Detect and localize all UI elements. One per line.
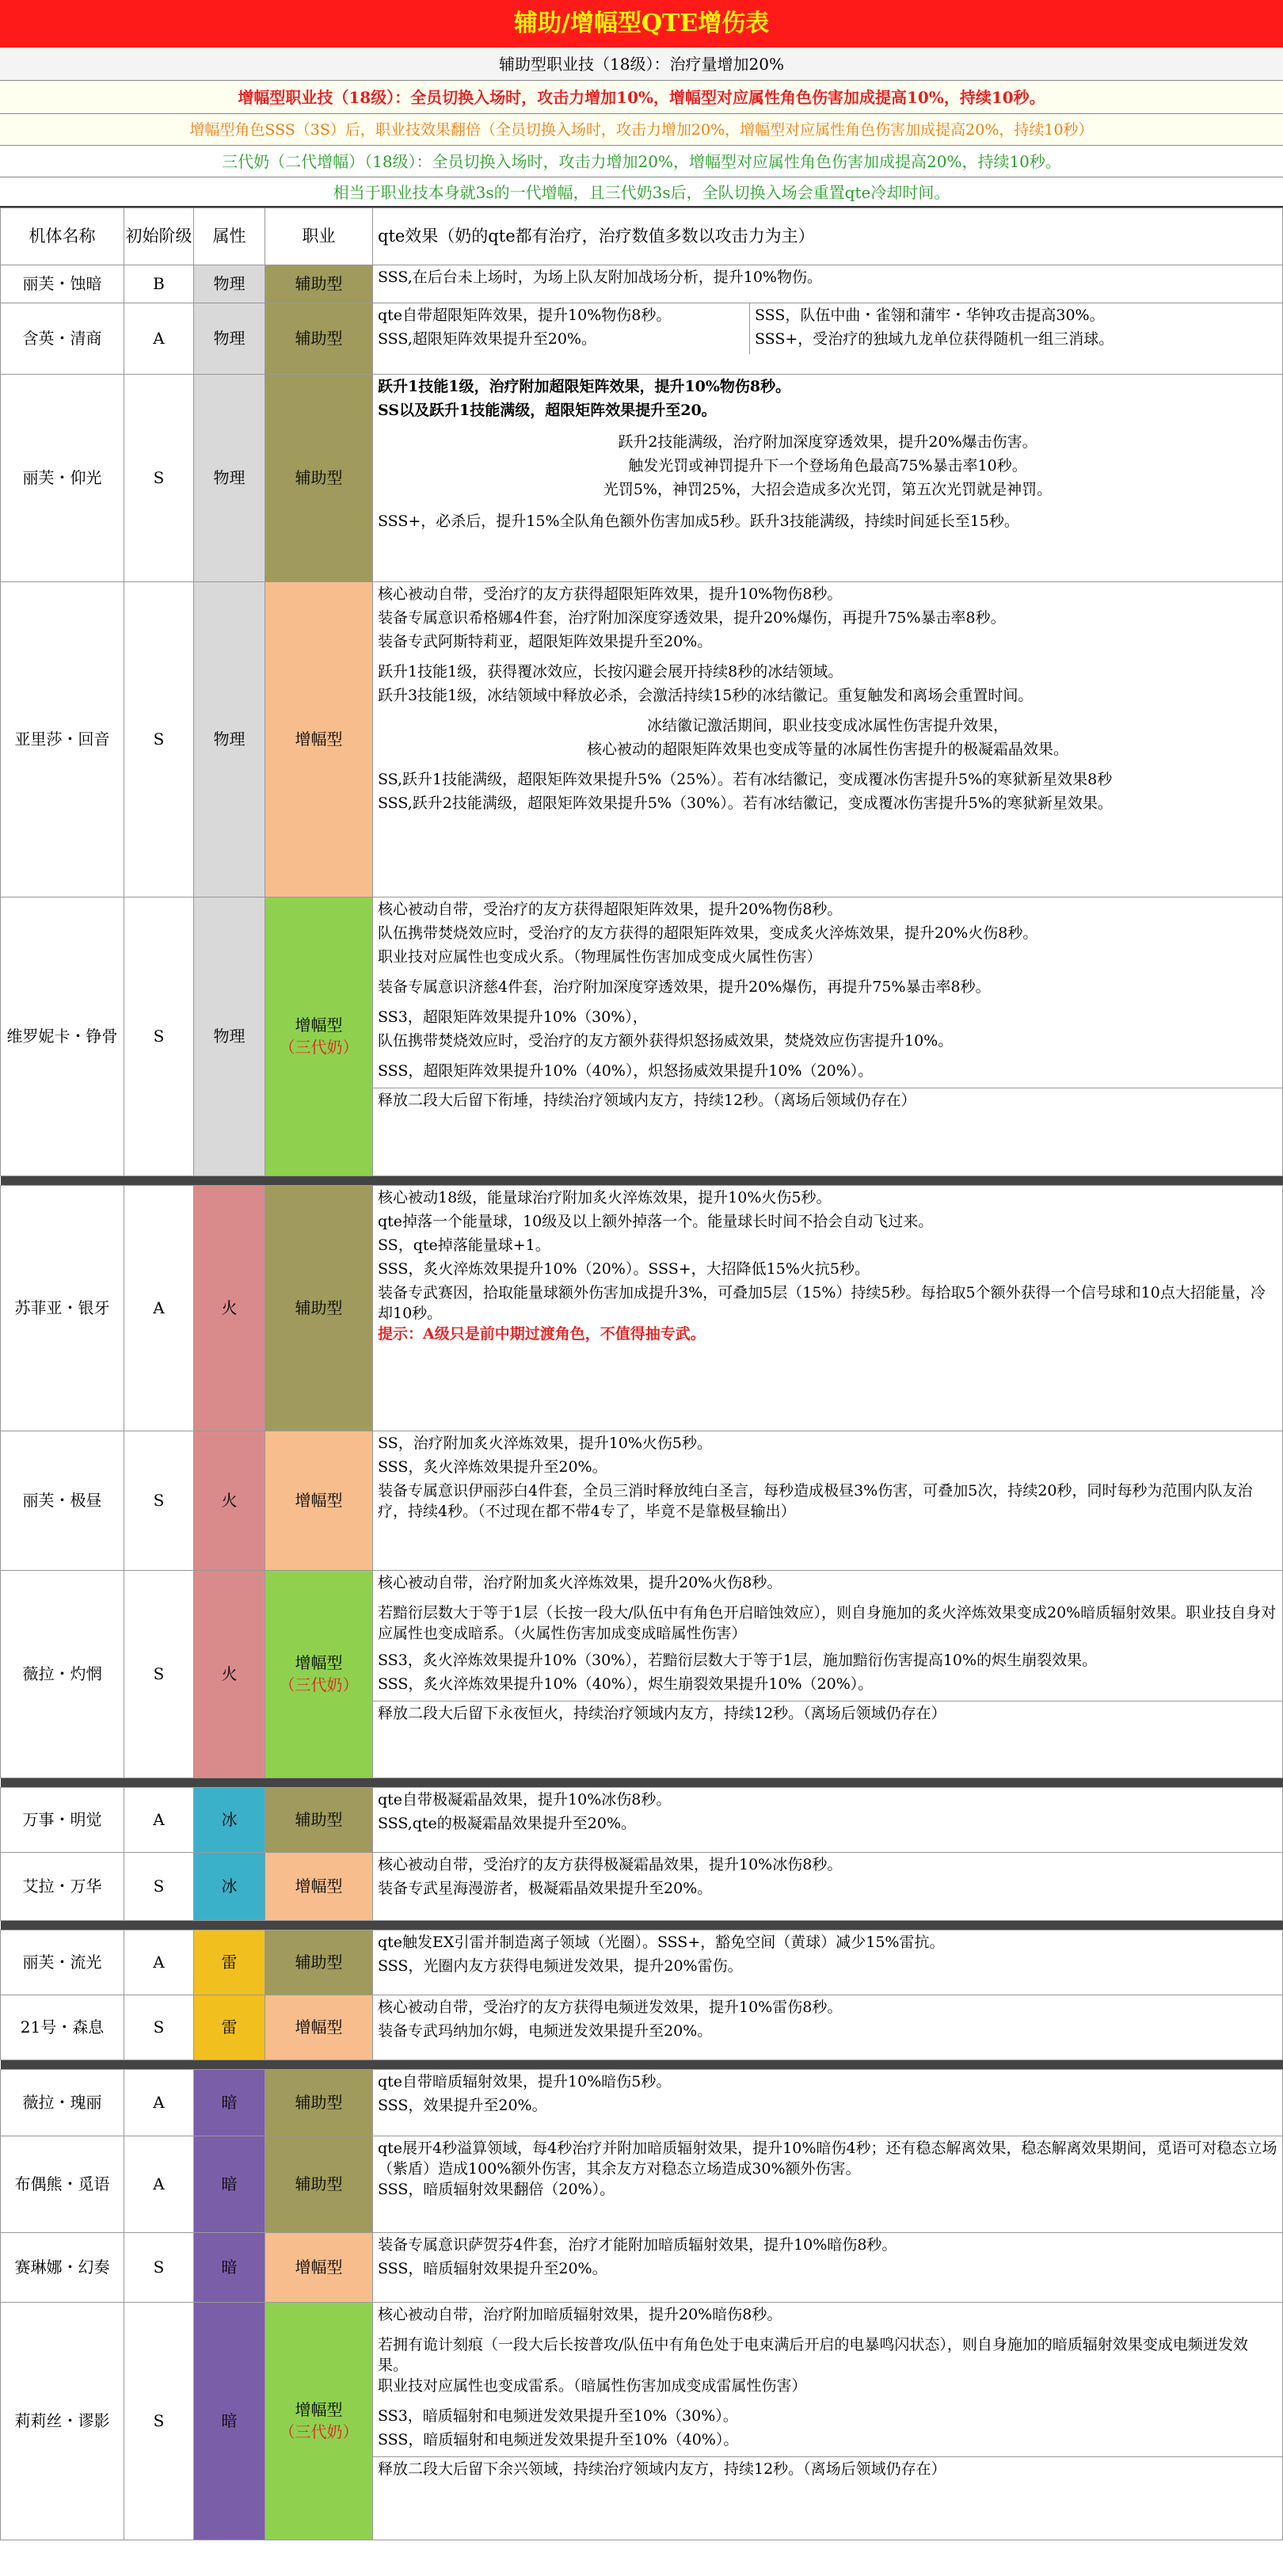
effect-line: SSS+，必杀后，提升15%全队角色额外伤害加成5秒。跃升3技能满级，持续时间延长至15秒。 bbox=[378, 513, 1019, 530]
gen3-healer-text: 三代奶（二代增幅）（18级）：全员切换入场时，攻击力增加20%，增幅型对应属性角色伤害加成提高20%，持续10秒。 bbox=[222, 152, 1061, 171]
row-grade: A bbox=[124, 2070, 194, 2136]
effect-line: SS3，暗质辐射和电频迸发效果提升至10%（30%）。 bbox=[378, 2407, 738, 2425]
effect-line: SSS，炙火淬炼效果提升至20%。 bbox=[378, 1458, 607, 1476]
effect-line: 装备专属意识济慈4件套，治疗附加深度穿透效果，提升20%爆伤，再提升75%暴击率8秒。 bbox=[378, 978, 991, 996]
row-name: 维罗妮卡・铮骨 bbox=[1, 897, 124, 1176]
row-attr: 暗 bbox=[194, 2303, 265, 2540]
row-effect bbox=[373, 897, 1283, 1176]
row-job: 辅助型 bbox=[265, 303, 373, 375]
row-name: 薇拉・瑰丽 bbox=[1, 2070, 124, 2136]
effect-line: SS，qte掉落能量球+1。 bbox=[378, 1237, 550, 1254]
row-attr: 物理 bbox=[194, 265, 265, 303]
effect-line: SS3，炙火淬炼效果提升10%（30%），若黯衍层数大于等于1层，施加黯衍伤害提高10%的烬生崩裂效果。 bbox=[378, 1652, 1098, 1670]
effect-line: SS3，超限矩阵效果提升10%（30%）， bbox=[378, 1008, 648, 1026]
row-effect bbox=[373, 1186, 1283, 1431]
effect-line: 装备专属意识希格娜4件套，治疗附加深度穿透效果，提升20%爆伤，再提升75%暴击率8秒。 bbox=[378, 609, 1006, 627]
row-grade: S bbox=[124, 1571, 194, 1778]
table-row bbox=[1, 1431, 1283, 1571]
row-grade: A bbox=[124, 303, 194, 375]
row-effect bbox=[373, 1930, 1283, 1995]
row-grade: B bbox=[124, 265, 194, 303]
row-effect bbox=[373, 2303, 1283, 2540]
effect-line: 装备专属意识萨贺芬4件套，治疗才能附加暗质辐射效果，提升10%暗伤8秒。 bbox=[378, 2236, 897, 2254]
amp-skill-note bbox=[0, 81, 1283, 114]
effect-line: 装备专武玛纳加尔姆，电频迸发效果提升至20%。 bbox=[378, 2022, 713, 2040]
col-name: 机体名称 bbox=[1, 208, 124, 265]
row-grade: S bbox=[124, 1995, 194, 2060]
effect-line: SSS,qte的极凝霜晶效果提升至20%。 bbox=[378, 1815, 637, 1832]
effect-line: 若黯衍层数大于等于1层（长按一段大/队伍中有角色开启暗蚀效应），则自身施加的炙火淬炼效果变成20%暗质辐射效果。职业技自身对应属性也变成暗系。（火属性伤害加成变成暗属性伤害） bbox=[378, 1604, 1277, 1643]
row-name: 含英・清商 bbox=[1, 303, 124, 375]
row-grade: S bbox=[124, 1853, 194, 1921]
row-name: 丽芙・极昼 bbox=[1, 1431, 124, 1571]
row-name: 丽芙・仰光 bbox=[1, 375, 124, 582]
job-subtitle: （三代奶） bbox=[279, 2422, 359, 2441]
effect-line: SSS，暗质辐射和电频迸发效果提升至10%（40%）。 bbox=[378, 2431, 739, 2449]
row-job: 辅助型 bbox=[265, 375, 373, 582]
table-row bbox=[1, 2233, 1283, 2303]
effect-line: SSS,超限矩阵效果提升至20%。 bbox=[378, 330, 596, 348]
effect-line: 核心被动18级，能量球治疗附加炙火淬炼效果，提升10%火伤5秒。 bbox=[378, 1189, 832, 1206]
row-job: 增幅型 bbox=[265, 582, 373, 897]
row-effect bbox=[373, 2070, 1283, 2136]
table-row bbox=[1, 303, 1283, 375]
effect-line: 装备专属意识伊丽莎白4件套，全员三消时释放纯白圣言，每秒造成极昼3%伤害，可叠加5次，持续20秒，同时每秒为范围内队友治疗，持续4秒。（不过现在都不带4专了，毕竟不是靠极昼输出） bbox=[378, 1482, 1253, 1521]
table-row bbox=[1, 1186, 1283, 1431]
effect-line: SSS，暗质辐射效果提升至20%。 bbox=[378, 2260, 607, 2277]
row-attr: 雷 bbox=[194, 1995, 265, 2060]
gen3-healer-note-2 bbox=[0, 177, 1283, 208]
table-row bbox=[1, 1853, 1283, 1921]
effect-line: qte自带超限矩阵效果，提升10%物伤8秒。 bbox=[378, 307, 672, 324]
table-row bbox=[1, 2136, 1283, 2233]
page-title: 辅助/增幅型QTE增伤表 bbox=[0, 0, 1283, 48]
row-grade: A bbox=[124, 1186, 194, 1431]
row-job: 增幅型 bbox=[265, 1995, 373, 2060]
job-label: 增幅型 bbox=[295, 1015, 343, 1035]
row-job: 辅助型 bbox=[265, 1186, 373, 1431]
row-job: 增幅型 bbox=[265, 1431, 373, 1571]
table-row bbox=[1, 582, 1283, 897]
row-job bbox=[265, 897, 373, 1176]
row-effect bbox=[373, 375, 1283, 582]
row-job bbox=[265, 1571, 373, 1778]
effect-line: 核心被动自带，受治疗的友方获得超限矩阵效果，提升20%物伤8秒。 bbox=[378, 901, 843, 918]
effect-line: SSS，超限矩阵效果提升10%（40%），炽怒扬威效果提升10%（20%）。 bbox=[378, 1062, 874, 1080]
effect-line: 装备专武星海漫游者，极凝霜晶效果提升至20%。 bbox=[378, 1880, 713, 1897]
section-divider bbox=[1, 1176, 1283, 1186]
row-name: 赛琳娜・幻奏 bbox=[1, 2233, 124, 2303]
row-attr: 火 bbox=[194, 1431, 265, 1571]
table-row bbox=[1, 1930, 1283, 1995]
row-attr: 物理 bbox=[194, 375, 265, 582]
row-attr: 暗 bbox=[194, 2136, 265, 2233]
effect-line: SSS,在后台未上场时，为场上队友附加战场分析，提升10%物伤。 bbox=[378, 269, 822, 286]
effect-line: 冰结徽记激活期间，职业技变成冰属性伤害提升效果， bbox=[646, 717, 1008, 734]
gen3-healer-note bbox=[0, 146, 1283, 177]
job-label: 增幅型 bbox=[295, 1652, 343, 1672]
col-qte: qte效果（奶的qte都有治疗，治疗数值多数以攻击力为主） bbox=[373, 208, 1283, 265]
table-row bbox=[1, 1571, 1283, 1778]
row-effect bbox=[373, 303, 1283, 375]
effect-line: SSS，炙火淬炼效果提升10%（40%），烬生崩裂效果提升10%（20%）。 bbox=[378, 1675, 874, 1694]
row-name: 苏菲亚・银牙 bbox=[1, 1186, 124, 1431]
effect-line: qte展开4秒溢算领域，每4秒治疗并附加暗质辐射效果，提升10%暗伤4秒；还有稳态解离效果，稳态解离效果期间，觅语可对稳态立场（紫盾）造成100%额外伤害，其余友方对稳态立场造成30%额外伤害。 bbox=[378, 2140, 1277, 2178]
row-attr: 物理 bbox=[194, 303, 265, 375]
row-name: 布偶熊・觅语 bbox=[1, 2136, 124, 2233]
row-effect bbox=[373, 1431, 1283, 1571]
row-attr: 暗 bbox=[194, 2070, 265, 2136]
table-row bbox=[1, 1788, 1283, 1853]
support-skill-note: 辅助型职业技（18级）：治疗量增加20% bbox=[0, 48, 1283, 81]
job-label: 增幅型 bbox=[295, 2399, 343, 2419]
effect-line: 触发光罚或神罚提升下一个登场角色最高75%暴击率10秒。 bbox=[628, 457, 1027, 474]
effect-line: 核心被动自带，受治疗的友方获得电频迸发效果，提升10%雷伤8秒。 bbox=[378, 1999, 843, 2016]
row-grade: S bbox=[124, 1431, 194, 1571]
effect-line: 职业技对应属性也变成雷系。（暗属性伤害加成变成雷属性伤害） bbox=[378, 2377, 807, 2395]
table-header bbox=[1, 208, 1283, 265]
effect-line: SS以及跃升1技能满级，超限矩阵效果提升至20。 bbox=[378, 402, 717, 419]
qte-table bbox=[0, 208, 1283, 2540]
amp-skill-text: 增幅型职业技（18级）：全员切换入场时，攻击力增加10%，增幅型对应属性角色伤害加成提高10%，持续10秒。 bbox=[238, 88, 1045, 107]
row-name: 万事・明觉 bbox=[1, 1788, 124, 1853]
row-attr: 暗 bbox=[194, 2233, 265, 2303]
row-effect bbox=[373, 1788, 1283, 1853]
effect-line: SSS，炙火淬炼效果提升10%（20%）。SSS+，大招降低15%火抗5秒。 bbox=[378, 1260, 870, 1278]
effect-line: qte掉落一个能量球，10级及以上额外掉落一个。能量球长时间不拾会自动飞过来。 bbox=[378, 1213, 934, 1230]
effect-line: SSS，暗质辐射效果翻倍（20%）。 bbox=[378, 2181, 615, 2199]
row-grade: A bbox=[124, 1930, 194, 1995]
effect-line: 若拥有诡计刻痕（一段大后长按普攻/队伍中有角色处于电束满后开启的电暴鸣闪状态），则自身施加的暗质辐射效果变成电频迸发效果。 bbox=[378, 2336, 1248, 2375]
row-job: 辅助型 bbox=[265, 265, 373, 303]
effect-line: SSS，队伍中曲・雀翎和蒲牢・华钟攻击提高30%。 bbox=[755, 307, 1105, 324]
row-grade: A bbox=[124, 1788, 194, 1853]
row-attr: 物理 bbox=[194, 582, 265, 897]
effect-line: 跃升1技能1级，治疗附加超限矩阵效果，提升10%物伤8秒。 bbox=[378, 378, 791, 395]
section-divider bbox=[1, 2060, 1283, 2070]
row-job bbox=[265, 2303, 373, 2540]
row-effect bbox=[373, 1853, 1283, 1921]
section-divider bbox=[1, 1778, 1283, 1788]
effect-line: 释放二段大后留下衔埵，持续治疗领域内友方，持续12秒。（离场后领域仍存在） bbox=[373, 1088, 1282, 1112]
row-attr: 火 bbox=[194, 1186, 265, 1431]
effect-line: qte触发EX引雷并制造离子领域（光圈）。SSS+，豁免空间（黄球）减少15%雷抗。 bbox=[378, 1934, 945, 1951]
row-job: 辅助型 bbox=[265, 2070, 373, 2136]
table-row bbox=[1, 897, 1283, 1176]
effect-line: 提示：A级只是前中期过渡角色，不值得抽专武。 bbox=[378, 1325, 706, 1343]
table-row bbox=[1, 2070, 1283, 2136]
row-job: 辅助型 bbox=[265, 1788, 373, 1853]
effect-line: 释放二段大后留下余兴领域，持续治疗领域内友方，持续12秒。（离场后领域仍存在） bbox=[373, 2456, 1282, 2481]
table-row bbox=[1, 375, 1283, 582]
row-effect bbox=[373, 1995, 1283, 2060]
row-effect bbox=[373, 1571, 1283, 1778]
row-attr: 冰 bbox=[194, 1788, 265, 1853]
row-attr: 火 bbox=[194, 1571, 265, 1778]
section-divider bbox=[1, 1921, 1283, 1930]
row-grade: S bbox=[124, 375, 194, 582]
effect-line: qte自带极凝霜晶效果，提升10%冰伤8秒。 bbox=[378, 1791, 672, 1808]
row-name: 丽芙・流光 bbox=[1, 1930, 124, 1995]
effect-line: SS，治疗附加炙火淬炼效果，提升10%火伤5秒。 bbox=[378, 1435, 713, 1452]
row-job: 辅助型 bbox=[265, 1930, 373, 1995]
effect-line: 队伍携带焚烧效应时，受治疗的友方额外获得炽怒扬威效果，焚烧效应伤害提升10%。 bbox=[378, 1032, 954, 1050]
gen3-healer-text-2: 相当于职业技本身就3s的一代增幅，且三代奶3s后，全队切换入场会重置qte冷却时间。 bbox=[333, 183, 950, 202]
effect-line: 核心被动的超限矩阵效果也变成等量的冰属性伤害提升的极凝霜晶效果。 bbox=[586, 741, 1068, 758]
col-attr: 属性 bbox=[194, 208, 265, 265]
effect-line: 释放二段大后留下永夜恒火，持续治疗领域内友方，持续12秒。（离场后领域仍存在） bbox=[373, 1701, 1282, 1725]
table-row bbox=[1, 265, 1283, 303]
row-grade: S bbox=[124, 2303, 194, 2540]
effect-line: 职业技对应属性也变成火系。（物理属性伤害加成变成火属性伤害） bbox=[378, 948, 822, 966]
col-job: 职业 bbox=[265, 208, 373, 265]
row-name: 丽芙・蚀暗 bbox=[1, 265, 124, 303]
effect-line: 核心被动自带，受治疗的友方获得超限矩阵效果，提升10%物伤8秒。 bbox=[378, 585, 843, 603]
row-name: 莉莉丝・谬影 bbox=[1, 2303, 124, 2540]
effect-line: SSS+，受治疗的独域九龙单位获得随机一组三消球。 bbox=[755, 330, 1114, 348]
row-attr: 雷 bbox=[194, 1930, 265, 1995]
table-row bbox=[1, 1995, 1283, 2060]
row-effect bbox=[373, 265, 1283, 303]
effect-line: 跃升3技能1级，冰结领域中释放必杀，会激活持续15秒的冰结徽记。重复触发和离场会重置时间。 bbox=[378, 687, 1034, 704]
row-effect bbox=[373, 582, 1283, 897]
job-subtitle: （三代奶） bbox=[279, 1037, 359, 1057]
effect-line: SSS，效果提升至20%。 bbox=[378, 2097, 547, 2114]
row-job: 辅助型 bbox=[265, 2136, 373, 2233]
row-job: 增幅型 bbox=[265, 1853, 373, 1921]
row-name: 21号・森息 bbox=[1, 1995, 124, 2060]
effect-line: 核心被动自带，治疗附加炙火淬炼效果，提升20%火伤8秒。 bbox=[378, 1574, 782, 1591]
row-grade: S bbox=[124, 2233, 194, 2303]
row-grade: A bbox=[124, 2136, 194, 2233]
effect-line: SSS,跃升2技能满级，超限矩阵效果提升5%（30%）。若有冰结徽记，变成覆冰伤害提升5%的寒狱新星效果。 bbox=[378, 795, 1113, 812]
amp-sss-note bbox=[0, 114, 1283, 146]
row-grade: S bbox=[124, 897, 194, 1176]
row-grade: S bbox=[124, 582, 194, 897]
row-name: 薇拉・灼惘 bbox=[1, 1571, 124, 1778]
col-grade: 初始阶级 bbox=[124, 208, 194, 265]
effect-line: 装备专武阿斯特莉亚，超限矩阵效果提升至20%。 bbox=[378, 633, 713, 650]
row-job: 增幅型 bbox=[265, 2233, 373, 2303]
effect-line: 跃升2技能满级，治疗附加深度穿透效果，提升20%爆击伤害。 bbox=[618, 433, 1037, 451]
row-name: 亚里莎・回音 bbox=[1, 582, 124, 897]
effect-line: SSS，光圈内友方获得电频迸发效果，提升20%雷伤。 bbox=[378, 1957, 743, 1975]
effect-line: 核心被动自带，受治疗的友方获得极凝霜晶效果，提升10%冰伤8秒。 bbox=[378, 1856, 843, 1873]
effect-line: qte自带暗质辐射效果，提升10%暗伤5秒。 bbox=[378, 2073, 672, 2090]
effect-line: SS,跃升1技能满级，超限矩阵效果提升5%（25%）。若有冰结徽记，变成覆冰伤害提升5%的寒狱新星效果8秒 bbox=[378, 771, 1113, 788]
effect-line: 装备专武赛因，拾取能量球额外伤害加成提升3%，可叠加5层（15%）持续5秒。每拾取5个额外获得一个信号球和10点大招能量，冷却10秒。 bbox=[378, 1284, 1266, 1323]
row-name: 艾拉・万华 bbox=[1, 1853, 124, 1921]
row-attr: 物理 bbox=[194, 897, 265, 1176]
effect-line: 光罚5%，神罚25%，大招会造成多次光罚，第五次光罚就是神罚。 bbox=[603, 481, 1053, 498]
effect-line: 队伍携带焚烧效应时，受治疗的友方获得的超限矩阵效果，变成炙火淬炼效果，提升20%火伤8秒。 bbox=[378, 924, 1038, 942]
effect-line: 跃升1技能1级，获得覆冰效应，长按闪避会展开持续8秒的冰结领域。 bbox=[378, 663, 843, 680]
row-attr: 冰 bbox=[194, 1853, 265, 1921]
effect-line: 核心被动自带，治疗附加暗质辐射效果，提升20%暗伤8秒。 bbox=[378, 2306, 782, 2323]
amp-sss-text: 增幅型角色SSS（3S）后，职业技效果翻倍（全员切换入场时，攻击力增加20%，增幅型对应属性角色伤害加成提高20%，持续10秒） bbox=[189, 121, 1094, 139]
row-effect bbox=[373, 2136, 1283, 2233]
job-subtitle: （三代奶） bbox=[279, 1675, 359, 1694]
row-effect bbox=[373, 2233, 1283, 2303]
table-row bbox=[1, 2303, 1283, 2540]
